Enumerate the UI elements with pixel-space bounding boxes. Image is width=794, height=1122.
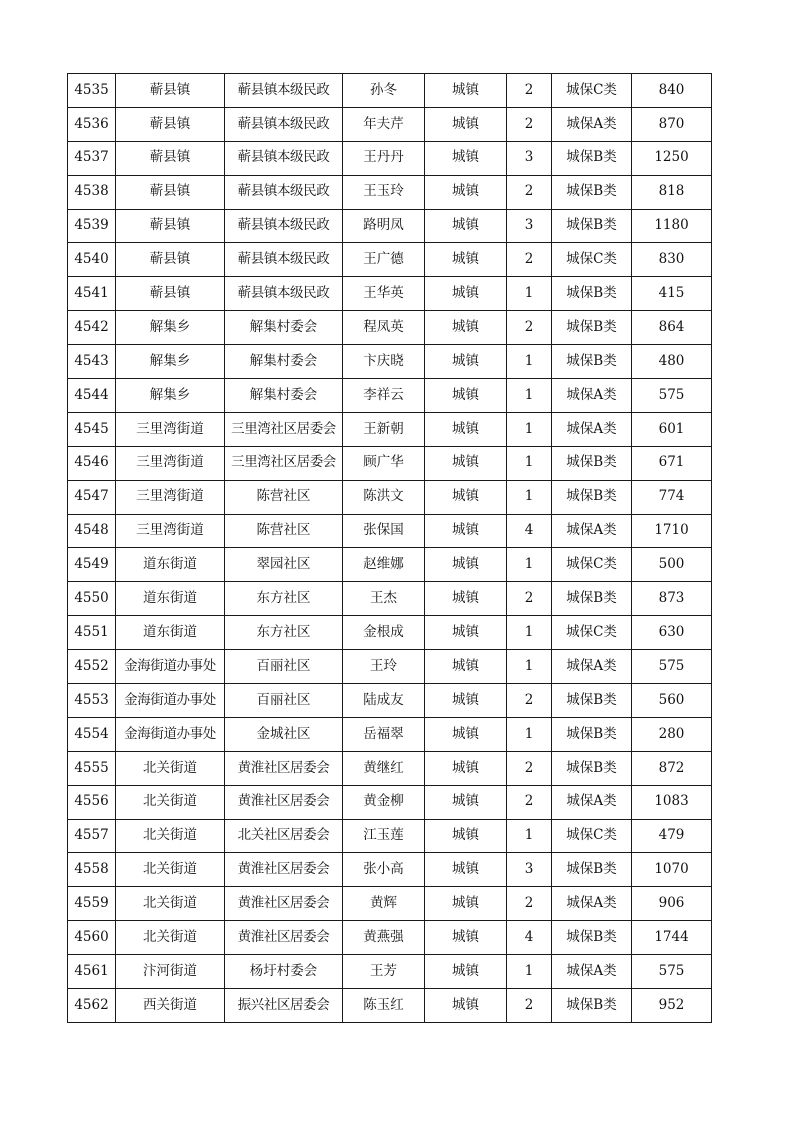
name-cell: 王新朝 [343, 412, 425, 446]
area-type-cell: 城镇 [425, 446, 507, 480]
town-cell: 三里湾街道 [116, 514, 225, 548]
unit-cell: 振兴社区居委会 [225, 989, 343, 1023]
name-cell: 江玉莲 [343, 819, 425, 853]
record-id-cell: 4557 [68, 819, 116, 853]
household-count-cell: 1 [507, 379, 552, 413]
household-count-cell: 1 [507, 277, 552, 311]
unit-cell: 三里湾社区居委会 [225, 412, 343, 446]
unit-cell: 解集村委会 [225, 345, 343, 379]
town-cell: 北关街道 [116, 819, 225, 853]
table-row [68, 616, 712, 650]
town-cell: 西关街道 [116, 989, 225, 1023]
category-cell: 城保A类 [552, 514, 632, 548]
town-cell: 蕲县镇 [116, 141, 225, 175]
category-cell: 城保C类 [552, 548, 632, 582]
town-cell: 解集乡 [116, 379, 225, 413]
name-cell: 王杰 [343, 582, 425, 616]
record-id-cell: 4560 [68, 921, 116, 955]
household-count-cell: 3 [507, 853, 552, 887]
town-cell: 蕲县镇 [116, 74, 225, 108]
town-cell: 蕲县镇 [116, 175, 225, 209]
area-type-cell: 城镇 [425, 887, 507, 921]
area-type-cell: 城镇 [425, 514, 507, 548]
household-count-cell: 3 [507, 141, 552, 175]
area-type-cell: 城镇 [425, 582, 507, 616]
area-type-cell: 城镇 [425, 650, 507, 684]
record-id-cell: 4547 [68, 480, 116, 514]
unit-cell: 东方社区 [225, 582, 343, 616]
town-cell: 金海街道办事处 [116, 717, 225, 751]
area-type-cell: 城镇 [425, 684, 507, 718]
category-cell: 城保A类 [552, 412, 632, 446]
name-cell: 王玉玲 [343, 175, 425, 209]
name-cell: 陆成友 [343, 684, 425, 718]
category-cell: 城保A类 [552, 785, 632, 819]
unit-cell: 蕲县镇本级民政 [225, 74, 343, 108]
category-cell: 城保B类 [552, 175, 632, 209]
amount-cell: 872 [632, 751, 712, 785]
table-row [68, 717, 712, 751]
name-cell: 年夫芹 [343, 107, 425, 141]
household-count-cell: 2 [507, 243, 552, 277]
town-cell: 解集乡 [116, 311, 225, 345]
category-cell: 城保B类 [552, 209, 632, 243]
household-count-cell: 2 [507, 684, 552, 718]
category-cell: 城保A类 [552, 107, 632, 141]
record-id-cell: 4540 [68, 243, 116, 277]
area-type-cell: 城镇 [425, 819, 507, 853]
name-cell: 赵维娜 [343, 548, 425, 582]
category-cell: 城保B类 [552, 311, 632, 345]
amount-cell: 480 [632, 345, 712, 379]
amount-cell: 873 [632, 582, 712, 616]
table-row [68, 887, 712, 921]
category-cell: 城保C类 [552, 819, 632, 853]
name-cell: 王广德 [343, 243, 425, 277]
name-cell: 岳福翠 [343, 717, 425, 751]
town-cell: 金海街道办事处 [116, 650, 225, 684]
amount-cell: 952 [632, 989, 712, 1023]
category-cell: 城保B类 [552, 277, 632, 311]
table-row [68, 548, 712, 582]
area-type-cell: 城镇 [425, 141, 507, 175]
unit-cell: 陈营社区 [225, 480, 343, 514]
document-page [67, 73, 712, 1023]
area-type-cell: 城镇 [425, 751, 507, 785]
table-row [68, 955, 712, 989]
unit-cell: 杨圩村委会 [225, 955, 343, 989]
area-type-cell: 城镇 [425, 412, 507, 446]
name-cell: 孙冬 [343, 74, 425, 108]
area-type-cell: 城镇 [425, 74, 507, 108]
table-row [68, 311, 712, 345]
record-id-cell: 4549 [68, 548, 116, 582]
record-id-cell: 4536 [68, 107, 116, 141]
town-cell: 三里湾街道 [116, 446, 225, 480]
town-cell: 道东街道 [116, 548, 225, 582]
name-cell: 黄燕强 [343, 921, 425, 955]
household-count-cell: 2 [507, 74, 552, 108]
amount-cell: 870 [632, 107, 712, 141]
town-cell: 三里湾街道 [116, 480, 225, 514]
unit-cell: 蕲县镇本级民政 [225, 243, 343, 277]
household-count-cell: 1 [507, 446, 552, 480]
amount-cell: 864 [632, 311, 712, 345]
name-cell: 卞庆晓 [343, 345, 425, 379]
unit-cell: 蕲县镇本级民政 [225, 141, 343, 175]
amount-cell: 1070 [632, 853, 712, 887]
name-cell: 金根成 [343, 616, 425, 650]
unit-cell: 黄淮社区居委会 [225, 887, 343, 921]
table-row [68, 379, 712, 413]
area-type-cell: 城镇 [425, 379, 507, 413]
household-count-cell: 1 [507, 345, 552, 379]
area-type-cell: 城镇 [425, 955, 507, 989]
household-count-cell: 2 [507, 582, 552, 616]
category-cell: 城保A类 [552, 650, 632, 684]
household-count-cell: 2 [507, 751, 552, 785]
table-row [68, 785, 712, 819]
unit-cell: 黄淮社区居委会 [225, 853, 343, 887]
household-count-cell: 2 [507, 785, 552, 819]
household-count-cell: 1 [507, 717, 552, 751]
household-count-cell: 1 [507, 819, 552, 853]
table-row [68, 582, 712, 616]
name-cell: 王丹丹 [343, 141, 425, 175]
household-count-cell: 3 [507, 209, 552, 243]
household-count-cell: 2 [507, 989, 552, 1023]
name-cell: 黄金柳 [343, 785, 425, 819]
town-cell: 北关街道 [116, 853, 225, 887]
record-id-cell: 4555 [68, 751, 116, 785]
name-cell: 黄继红 [343, 751, 425, 785]
town-cell: 三里湾街道 [116, 412, 225, 446]
area-type-cell: 城镇 [425, 921, 507, 955]
record-id-cell: 4542 [68, 311, 116, 345]
amount-cell: 575 [632, 650, 712, 684]
household-count-cell: 1 [507, 480, 552, 514]
record-id-cell: 4544 [68, 379, 116, 413]
area-type-cell: 城镇 [425, 345, 507, 379]
name-cell: 黄辉 [343, 887, 425, 921]
unit-cell: 蕲县镇本级民政 [225, 175, 343, 209]
name-cell: 王芳 [343, 955, 425, 989]
household-count-cell: 1 [507, 955, 552, 989]
amount-cell: 415 [632, 277, 712, 311]
category-cell: 城保B类 [552, 480, 632, 514]
unit-cell: 北关社区居委会 [225, 819, 343, 853]
category-cell: 城保B类 [552, 446, 632, 480]
table-row [68, 514, 712, 548]
unit-cell: 蕲县镇本级民政 [225, 107, 343, 141]
household-count-cell: 1 [507, 616, 552, 650]
record-id-cell: 4541 [68, 277, 116, 311]
table-row [68, 751, 712, 785]
table-row [68, 345, 712, 379]
category-cell: 城保B类 [552, 989, 632, 1023]
table-row [68, 107, 712, 141]
area-type-cell: 城镇 [425, 209, 507, 243]
amount-cell: 280 [632, 717, 712, 751]
household-count-cell: 2 [507, 311, 552, 345]
amount-cell: 1250 [632, 141, 712, 175]
category-cell: 城保B类 [552, 582, 632, 616]
amount-cell: 830 [632, 243, 712, 277]
unit-cell: 东方社区 [225, 616, 343, 650]
category-cell: 城保B类 [552, 751, 632, 785]
household-count-cell: 2 [507, 887, 552, 921]
area-type-cell: 城镇 [425, 616, 507, 650]
unit-cell: 黄淮社区居委会 [225, 921, 343, 955]
record-id-cell: 4558 [68, 853, 116, 887]
record-id-cell: 4551 [68, 616, 116, 650]
unit-cell: 黄淮社区居委会 [225, 785, 343, 819]
town-cell: 北关街道 [116, 785, 225, 819]
area-type-cell: 城镇 [425, 785, 507, 819]
category-cell: 城保B类 [552, 921, 632, 955]
record-id-cell: 4538 [68, 175, 116, 209]
amount-cell: 1180 [632, 209, 712, 243]
record-id-cell: 4562 [68, 989, 116, 1023]
unit-cell: 百丽社区 [225, 684, 343, 718]
record-id-cell: 4559 [68, 887, 116, 921]
name-cell: 路明凤 [343, 209, 425, 243]
table-row [68, 412, 712, 446]
unit-cell: 陈营社区 [225, 514, 343, 548]
amount-cell: 500 [632, 548, 712, 582]
amount-cell: 840 [632, 74, 712, 108]
name-cell: 王华英 [343, 277, 425, 311]
name-cell: 李祥云 [343, 379, 425, 413]
table-row [68, 921, 712, 955]
unit-cell: 解集村委会 [225, 311, 343, 345]
unit-cell: 蕲县镇本级民政 [225, 209, 343, 243]
area-type-cell: 城镇 [425, 717, 507, 751]
category-cell: 城保C类 [552, 74, 632, 108]
name-cell: 陈洪文 [343, 480, 425, 514]
amount-cell: 575 [632, 955, 712, 989]
category-cell: 城保A类 [552, 955, 632, 989]
unit-cell: 金城社区 [225, 717, 343, 751]
record-id-cell: 4539 [68, 209, 116, 243]
record-id-cell: 4550 [68, 582, 116, 616]
area-type-cell: 城镇 [425, 853, 507, 887]
town-cell: 道东街道 [116, 616, 225, 650]
table-row [68, 74, 712, 108]
record-id-cell: 4556 [68, 785, 116, 819]
table-row [68, 175, 712, 209]
amount-cell: 575 [632, 379, 712, 413]
table-row [68, 446, 712, 480]
name-cell: 张小高 [343, 853, 425, 887]
record-id-cell: 4552 [68, 650, 116, 684]
area-type-cell: 城镇 [425, 311, 507, 345]
category-cell: 城保A类 [552, 379, 632, 413]
town-cell: 蕲县镇 [116, 277, 225, 311]
assistance-roster-table [67, 73, 712, 1023]
category-cell: 城保B类 [552, 345, 632, 379]
record-id-cell: 4535 [68, 74, 116, 108]
amount-cell: 818 [632, 175, 712, 209]
household-count-cell: 1 [507, 650, 552, 684]
category-cell: 城保B类 [552, 853, 632, 887]
name-cell: 陈玉红 [343, 989, 425, 1023]
name-cell: 程凤英 [343, 311, 425, 345]
record-id-cell: 4554 [68, 717, 116, 751]
household-count-cell: 2 [507, 175, 552, 209]
category-cell: 城保B类 [552, 684, 632, 718]
table-row [68, 989, 712, 1023]
unit-cell: 黄淮社区居委会 [225, 751, 343, 785]
table-row [68, 141, 712, 175]
town-cell: 蕲县镇 [116, 209, 225, 243]
town-cell: 北关街道 [116, 887, 225, 921]
unit-cell: 蕲县镇本级民政 [225, 277, 343, 311]
table-row [68, 684, 712, 718]
unit-cell: 三里湾社区居委会 [225, 446, 343, 480]
amount-cell: 1744 [632, 921, 712, 955]
town-cell: 蕲县镇 [116, 243, 225, 277]
category-cell: 城保C类 [552, 243, 632, 277]
household-count-cell: 4 [507, 921, 552, 955]
town-cell: 汴河街道 [116, 955, 225, 989]
table-row [68, 480, 712, 514]
amount-cell: 774 [632, 480, 712, 514]
record-id-cell: 4546 [68, 446, 116, 480]
table-row [68, 853, 712, 887]
table-row [68, 650, 712, 684]
area-type-cell: 城镇 [425, 548, 507, 582]
town-cell: 蕲县镇 [116, 107, 225, 141]
name-cell: 顾广华 [343, 446, 425, 480]
amount-cell: 671 [632, 446, 712, 480]
unit-cell: 解集村委会 [225, 379, 343, 413]
table-body [68, 74, 712, 1023]
table-row [68, 243, 712, 277]
town-cell: 道东街道 [116, 582, 225, 616]
household-count-cell: 1 [507, 548, 552, 582]
area-type-cell: 城镇 [425, 480, 507, 514]
household-count-cell: 1 [507, 412, 552, 446]
town-cell: 北关街道 [116, 751, 225, 785]
category-cell: 城保B类 [552, 141, 632, 175]
household-count-cell: 2 [507, 107, 552, 141]
record-id-cell: 4548 [68, 514, 116, 548]
amount-cell: 560 [632, 684, 712, 718]
town-cell: 金海街道办事处 [116, 684, 225, 718]
record-id-cell: 4543 [68, 345, 116, 379]
category-cell: 城保A类 [552, 887, 632, 921]
category-cell: 城保C类 [552, 616, 632, 650]
record-id-cell: 4545 [68, 412, 116, 446]
household-count-cell: 4 [507, 514, 552, 548]
amount-cell: 601 [632, 412, 712, 446]
table-row [68, 209, 712, 243]
amount-cell: 479 [632, 819, 712, 853]
name-cell: 王玲 [343, 650, 425, 684]
area-type-cell: 城镇 [425, 243, 507, 277]
town-cell: 解集乡 [116, 345, 225, 379]
table-row [68, 277, 712, 311]
area-type-cell: 城镇 [425, 107, 507, 141]
area-type-cell: 城镇 [425, 175, 507, 209]
unit-cell: 百丽社区 [225, 650, 343, 684]
record-id-cell: 4561 [68, 955, 116, 989]
amount-cell: 1083 [632, 785, 712, 819]
area-type-cell: 城镇 [425, 277, 507, 311]
name-cell: 张保国 [343, 514, 425, 548]
record-id-cell: 4553 [68, 684, 116, 718]
amount-cell: 1710 [632, 514, 712, 548]
record-id-cell: 4537 [68, 141, 116, 175]
area-type-cell: 城镇 [425, 989, 507, 1023]
unit-cell: 翠园社区 [225, 548, 343, 582]
amount-cell: 906 [632, 887, 712, 921]
town-cell: 北关街道 [116, 921, 225, 955]
category-cell: 城保B类 [552, 717, 632, 751]
table-row [68, 819, 712, 853]
amount-cell: 630 [632, 616, 712, 650]
